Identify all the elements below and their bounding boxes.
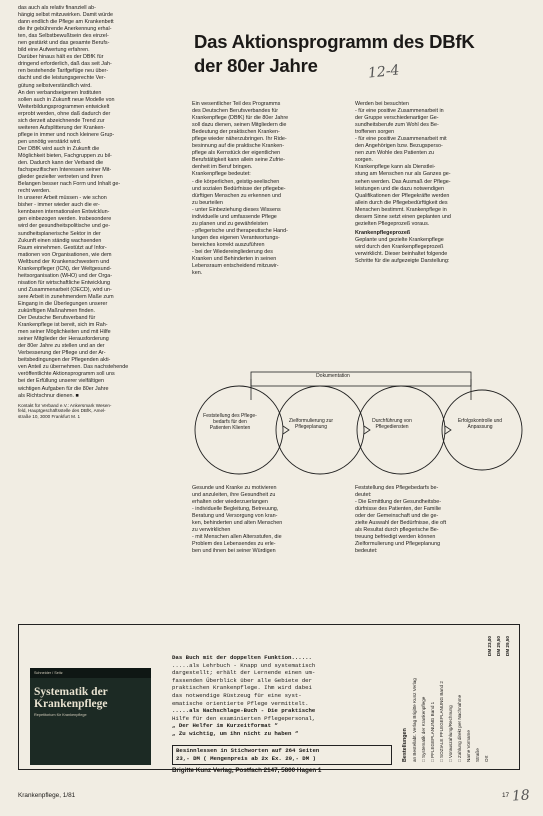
- order-line[interactable]: □ PFLEGEPLANUNG Band 1: [430, 701, 435, 762]
- text-line: Krankenpflege (DBfK) für die 80er Jahre: [192, 115, 289, 122]
- paragraph-pflegebedarf: [355, 485, 523, 555]
- text-line: Der DBfK wird auch in Zukunft die: [18, 145, 100, 152]
- order-line[interactable]: □ SOZIALE PFLEGEPLANUNG Band 2: [439, 681, 444, 762]
- list-motivation: [192, 485, 342, 555]
- order-line: Name Vorname: [466, 730, 471, 762]
- text-line: Kranken und Behinderten in seinen: [192, 256, 277, 263]
- footnote-line: Kontakt für Verband e.V.: Ankersmark Wesen-: [18, 402, 112, 408]
- text-line: Weiterbildungsprogrammen entwickelt: [18, 103, 110, 110]
- order-price: DM 29,50: [496, 636, 501, 656]
- text-line: An den verbandseigenen Instituten: [18, 89, 102, 96]
- text-line: Der Deutsche Berufsverband für: [18, 315, 96, 322]
- text-line: bereiches korrekt auszuführen: [192, 241, 265, 248]
- text-line: Menschen bestimmt. Krankenpflege in: [355, 206, 447, 213]
- ad-price-line: 23,- DM ( Mengenpreis ab 2x Ex. 20,- DM ): [176, 754, 316, 762]
- text-line: - individuelle Begleitung, Betreuung,: [192, 506, 279, 513]
- text-line: oder der Gemeinschaft und die ge-: [355, 513, 439, 520]
- text-line: Zukunft einen ständig wachsenden: [18, 237, 102, 244]
- paragraph-tarif: [18, 54, 181, 146]
- text-line: den Angehörigen bzw. Bezugsperso-: [355, 143, 443, 150]
- text-line: verwirklicht. Dieser beinhaltet folgende: [355, 250, 448, 257]
- ad-line: „ Der Helfer im Kurzeitformat “: [172, 722, 278, 730]
- step-circle-4: [442, 390, 522, 470]
- ad-line: ematische orientierte Pflege vermittelt.: [172, 699, 309, 707]
- text-line: der Gruppe verschiedenartiger Ge-: [355, 115, 439, 122]
- text-line: ven Anteil zu übernehmen. Das nachstehende: [18, 364, 129, 371]
- text-line: und sozialen Bedürfnisse der pflegebe-: [192, 185, 286, 192]
- ad-line: das notwendige Rüstzeug für eine syst-: [172, 691, 302, 699]
- text-line: gezielten Pflegeprozeß voraus.: [355, 220, 430, 227]
- text-line: bild eine Aufwertung erfahren.: [18, 47, 90, 54]
- text-line: sundheitsplanerische Sektor in der: [18, 230, 101, 237]
- list-zusammenarbeit: [355, 101, 523, 164]
- text-line: soll dazu dienen, seinen Mitgliedern die: [192, 122, 287, 129]
- text-line: wird durch den Krankenpflegeprozeß: [355, 243, 444, 250]
- diagram-top-label: Dokumentation: [316, 373, 350, 379]
- text-line: Feststellung des Pflegebedarfs be-: [355, 485, 439, 491]
- order-price: DM 23,00: [487, 636, 492, 656]
- text-line: dacht und die leistungsgerechte Ver-: [18, 75, 106, 82]
- text-line: Werden bei besuchten: [355, 101, 409, 107]
- text-line: der 80er Jahre zu stellen und an der: [18, 343, 105, 350]
- order-price: DM 29,50: [505, 636, 510, 656]
- author-footnote: [18, 403, 181, 420]
- column-right-lower: [355, 485, 523, 555]
- text-line: Qualifikationen der Pflegekräfte werden: [355, 192, 450, 199]
- text-line: den. Dadurch kann der Verband die: [18, 160, 104, 167]
- text-line: nisation für wirtschaftliche Entwicklung: [18, 279, 110, 286]
- text-line: Berufstätigkeit kann allein seine Zufrie-: [192, 157, 285, 164]
- text-line: hängig selbst mitzuwirken. Damit würde: [18, 12, 113, 19]
- text-line: bedeutet:: [355, 548, 378, 555]
- order-line: Ort: [484, 755, 489, 762]
- footnote-line: feld, Hauptgeschäftsstelle des DBfK, Amel-: [18, 408, 106, 414]
- text-line: treuung befriedigt werden können: [355, 534, 436, 541]
- text-line: Raum einnehmen. Gestützt auf Infor-: [18, 244, 107, 251]
- diagram-step-1: Feststellung des Pflege-bedarfs für den Patienten Klienten: [203, 413, 257, 431]
- handwritten-annotation: 12-4: [367, 62, 401, 82]
- paragraph-programm: [192, 101, 342, 171]
- text-line: Verbesserung der Pflege und der Ar-: [18, 350, 106, 357]
- text-line: fachspezifischen Interessen seiner Mit-: [18, 167, 112, 174]
- text-line: besinnung auf die praktische Kranken-: [192, 143, 284, 150]
- text-line: wird der gesundheitspolitische und ge-: [18, 223, 110, 230]
- text-line: bisher - immer wieder auch die er-: [18, 202, 100, 209]
- text-line: individuelle und umfassende Pflege: [192, 213, 277, 220]
- diagram-step-4: Erfolgskontrolle und Anpassung: [457, 418, 503, 430]
- order-line[interactable]: □ Vorauszahlung/Rechnung: [448, 705, 453, 762]
- paragraph-fachgruppen: [18, 146, 181, 195]
- text-line: wichtigen Aufgaben für die 80er Jahre: [18, 385, 109, 392]
- text-line: Krankenpflege ist bereit, sich im Rah-: [18, 322, 108, 329]
- text-line: Schritte für die aufgezeigte Darstellung:: [355, 258, 450, 265]
- text-line: zielte Auswahl der Bedürfnisse, die oft: [355, 520, 447, 527]
- text-line: Problem des Lebensendes zu erle-: [192, 541, 276, 548]
- text-line: dann endlich die Pflege am Krankenbett: [18, 19, 114, 26]
- text-line: seiner Mitglieder der Herausforderung: [18, 336, 109, 343]
- ad-price-line: Besinnlessen in Stichworten auf 264 Seiten: [176, 747, 320, 754]
- paragraph-prozess: [355, 237, 523, 265]
- order-line[interactable]: □ Systematik der Krankenpflege: [421, 696, 426, 762]
- column-middle-lower: [192, 485, 342, 555]
- text-line: zu beurteilen: [192, 199, 223, 206]
- diagram-step-2: Zielformulierung zur Pflegeplanung: [288, 418, 334, 430]
- text-line: heitsorganisation (WHO) und der Orga-: [18, 272, 113, 279]
- title-line-2: der 80er Jahre: [194, 55, 318, 76]
- text-line: mationen von Organisationen, wie dem: [18, 251, 112, 258]
- title-line-1: Das Aktionsprogramm des DBfK: [194, 31, 475, 52]
- text-line: weiteren Aufsplitterung der Kranken-: [18, 124, 106, 131]
- text-line: erhalten oder wiederzuerlangen: [192, 499, 268, 506]
- ad-line: .....als Lehrbuch - Knapp und systematisch: [172, 661, 316, 669]
- column-middle: [192, 101, 342, 277]
- text-line: nen zum Wohle des Patienten zu: [355, 150, 435, 157]
- text-line: Krankenpfleger (ICN), der Weltgesund-: [18, 265, 112, 272]
- text-line: Bedeutung der praktischen Kranken-: [192, 129, 280, 136]
- text-line: sich derzeit abzeichnende Trend zur: [18, 117, 105, 124]
- text-line: und anzuleiten, ihre Gesundheit zu: [192, 492, 276, 499]
- ad-line: .....als Nachschlage-Buch - Die praktische: [172, 707, 316, 715]
- order-line: Straße: [475, 748, 480, 762]
- text-line: als Resultat durch pflegerische Be-: [355, 527, 439, 534]
- text-line: - bei der Wiedereingliederung des: [192, 248, 273, 255]
- article-title: [194, 30, 475, 78]
- text-line: Krankenpflege kann als Dienstlei-: [355, 164, 436, 171]
- paragraph-international: [18, 195, 181, 315]
- text-line: kennbaren internationalen Entwicklun-: [18, 209, 110, 216]
- order-heading: Bestellungen: [402, 728, 408, 762]
- ad-price-text: [176, 747, 319, 762]
- text-line: pen unnötig verstärkt wird.: [18, 138, 82, 145]
- ad-publisher: Brigitte Kunz Verlag, Postfach 2147, 5800 Hagen 1: [172, 767, 322, 774]
- text-line: allein durch die Pflegebedürftigkeit des: [355, 199, 448, 206]
- text-line: zu planen und zu gewährleisten: [192, 220, 268, 227]
- book-title: Systematik der Krankenpflege: [34, 686, 108, 710]
- text-line: bei der Erfüllung unserer vielfältigen: [18, 378, 105, 385]
- text-line: - unter Einbeziehung dieses Wissens: [192, 206, 281, 213]
- ad-line: „ Zu wichtig, um ihn nicht zu haben “: [172, 729, 299, 737]
- text-line: dürftigen Menschen zu erkennen und: [192, 192, 282, 199]
- diagram-step-3: Durchführung von Pflegediensten: [372, 418, 412, 430]
- footnote-line: straße 10, 3000 Frankfurt M. 1: [18, 414, 81, 420]
- text-line: sundheitsberufe zum Wohl des Be-: [355, 122, 439, 129]
- text-line: das auch als relativ finanziell ab-: [18, 5, 96, 11]
- ad-line: fassenden Überblick über alle Gebiete der: [172, 676, 312, 684]
- text-line: nen gestärkt und das gesamte Berufs-: [18, 40, 110, 47]
- ad-line: dargestellt; erhält der Lernende einen um-: [172, 669, 316, 677]
- text-line: Lebensraum entscheidend mitzuwir-: [192, 263, 279, 270]
- book-author: Schneider / Seitz: [34, 671, 63, 675]
- text-line: stung am Menschen nur als Ganzes ge-: [355, 171, 451, 178]
- text-line: veröffentlichte Aktionsprogramm soll uns: [18, 371, 115, 378]
- text-line: sorgen.: [355, 157, 373, 164]
- text-line: erprobt werden, ohne daß dadurch der: [18, 110, 111, 117]
- section-heading: Krankenpflegeprozeß: [355, 229, 411, 236]
- list-krankenpflege: [192, 171, 342, 277]
- text-line: zu verwirklichen: [192, 527, 231, 534]
- paragraph-conclusion: [18, 315, 181, 400]
- text-line: des Deutschen Berufsverbandes für: [192, 108, 279, 115]
- text-line: und Zusammenarbeit (OECD), wird un-: [18, 286, 112, 293]
- column-right: [355, 101, 523, 265]
- text-line: ken.: [192, 270, 203, 277]
- paragraph-intro: [18, 5, 181, 54]
- text-line: ten, das Selbstbewußtsein des einzel-: [18, 33, 109, 40]
- text-line: - mit Menschen allen Altersstufen, die: [192, 534, 282, 541]
- ad-line: Das Buch mit der doppelten Funktion......: [172, 654, 312, 661]
- text-line: - für eine positive Zusammenarbeit mit: [355, 136, 447, 143]
- text-line: pflege wieder näherzubringen. Ihr Ride-: [192, 136, 287, 143]
- text-line: dringend erforderlich, daß das seit Jah-: [18, 61, 112, 68]
- text-line: Ein wesentlicher Teil des Programms: [192, 101, 281, 107]
- text-line: sehen werden. Das Ausmaß der Pflege-: [355, 178, 451, 185]
- ad-line: Hilfe für den examinierten Pflegepersonal,: [172, 714, 316, 722]
- text-line: die ihr gebührende Anerkennung erhal-: [18, 26, 112, 33]
- text-line: ben und ihnen bei seiner Würdigen: [192, 548, 276, 555]
- text-line: deutet:: [355, 492, 372, 499]
- text-line: ren bestehende Tarifgefüge neu über-: [18, 68, 109, 75]
- text-line: recht werden.: [18, 188, 51, 195]
- text-line: - für eine positive Zusammenarbeit in: [355, 108, 444, 115]
- text-line: pflege als Kernstück der eigentlichen: [192, 150, 281, 157]
- text-line: Zielformulierung und Pflegeplanung: [355, 541, 441, 548]
- text-line: troffenen sorgen: [355, 129, 395, 136]
- text-line: Belangen besser nach Form und Inhalt ge-: [18, 181, 121, 188]
- text-line: - pflegerische und therapeutische Hand-: [192, 227, 288, 234]
- text-line: Möglichkeit bieten, Fachgruppen zu bil-: [18, 152, 112, 159]
- text-line: Beratung und Versorgung von kran-: [192, 513, 278, 520]
- text-line: zukünftigen Maßnahmen finden.: [18, 308, 96, 315]
- text-line: dürfnisse des Patienten, der Familie: [355, 506, 441, 513]
- text-line: gen einbezogen werden. Insbesondere: [18, 216, 112, 223]
- text-line: diesem Sinne setzt einen geplanten und: [355, 213, 451, 220]
- text-line: - Die Ermittlung der Gesundheitsbe-: [355, 499, 441, 506]
- text-line: - die körperlichen, geistig-seelischen: [192, 178, 280, 185]
- order-line[interactable]: □ Zahlung direkt per Nachnahme: [457, 694, 462, 762]
- text-line: sollen auch in Zukunft neue Modelle von: [18, 96, 115, 103]
- text-line: Gesunde und Kranke zu motivieren: [192, 485, 277, 491]
- text-line: glieder gezielter vertreten und ihren: [18, 174, 103, 181]
- book-subtitle: Repetitorium für Krankenpflege: [34, 713, 87, 717]
- text-line: leistungen und die dazu notwendigen: [355, 185, 445, 192]
- paragraph-dienstleistung: [355, 164, 523, 227]
- text-line: pflege in immer und noch kleinere Grup-: [18, 131, 115, 138]
- ad-copy: [172, 654, 315, 738]
- text-line: men seiner Möglichkeiten und mit Hilfe: [18, 329, 111, 336]
- footer-issue: Krankenpflege, 1/81: [18, 792, 76, 799]
- footer-page-number: 17: [502, 792, 510, 799]
- text-line: Darüber hinaus hält es der DBfK für: [18, 54, 104, 61]
- handwritten-page-mark: 18: [511, 787, 531, 805]
- text-line: denheit im Beruf bringen.: [192, 164, 253, 171]
- text-line: Eingang in die Überlegungen unserer: [18, 300, 108, 307]
- text-line: Weltbund der Krankenschwestern und: [18, 258, 110, 265]
- order-coupon[interactable]: [400, 628, 518, 766]
- text-line: ken, behinderten und alten Menschen: [192, 520, 283, 527]
- text-line: Geplante und gezielte Krankenpflege: [355, 236, 444, 243]
- text-line: lungen des eigenen Verantwortungs-: [192, 234, 280, 241]
- text-line: Krankenpflege bedeutet:: [192, 171, 251, 178]
- ad-line: praktischen Krankenpflege. Ihm wird dabei: [172, 684, 312, 692]
- text-line: sere Arbeit in zunehmendem Maße zum: [18, 293, 114, 300]
- text-line: als Richtschnur dienen. ■: [18, 392, 79, 399]
- order-line: an Bestellabt. Verlag Brigitte Kunz Verlag: [412, 678, 417, 762]
- text-line: In unserer Arbeit müssen - wie schon: [18, 195, 107, 202]
- text-line: beitsbedingungen der Pflegenden akti-: [18, 357, 111, 364]
- text-line: gütung selbstverständlich wird.: [18, 82, 92, 89]
- column-left: [18, 5, 181, 420]
